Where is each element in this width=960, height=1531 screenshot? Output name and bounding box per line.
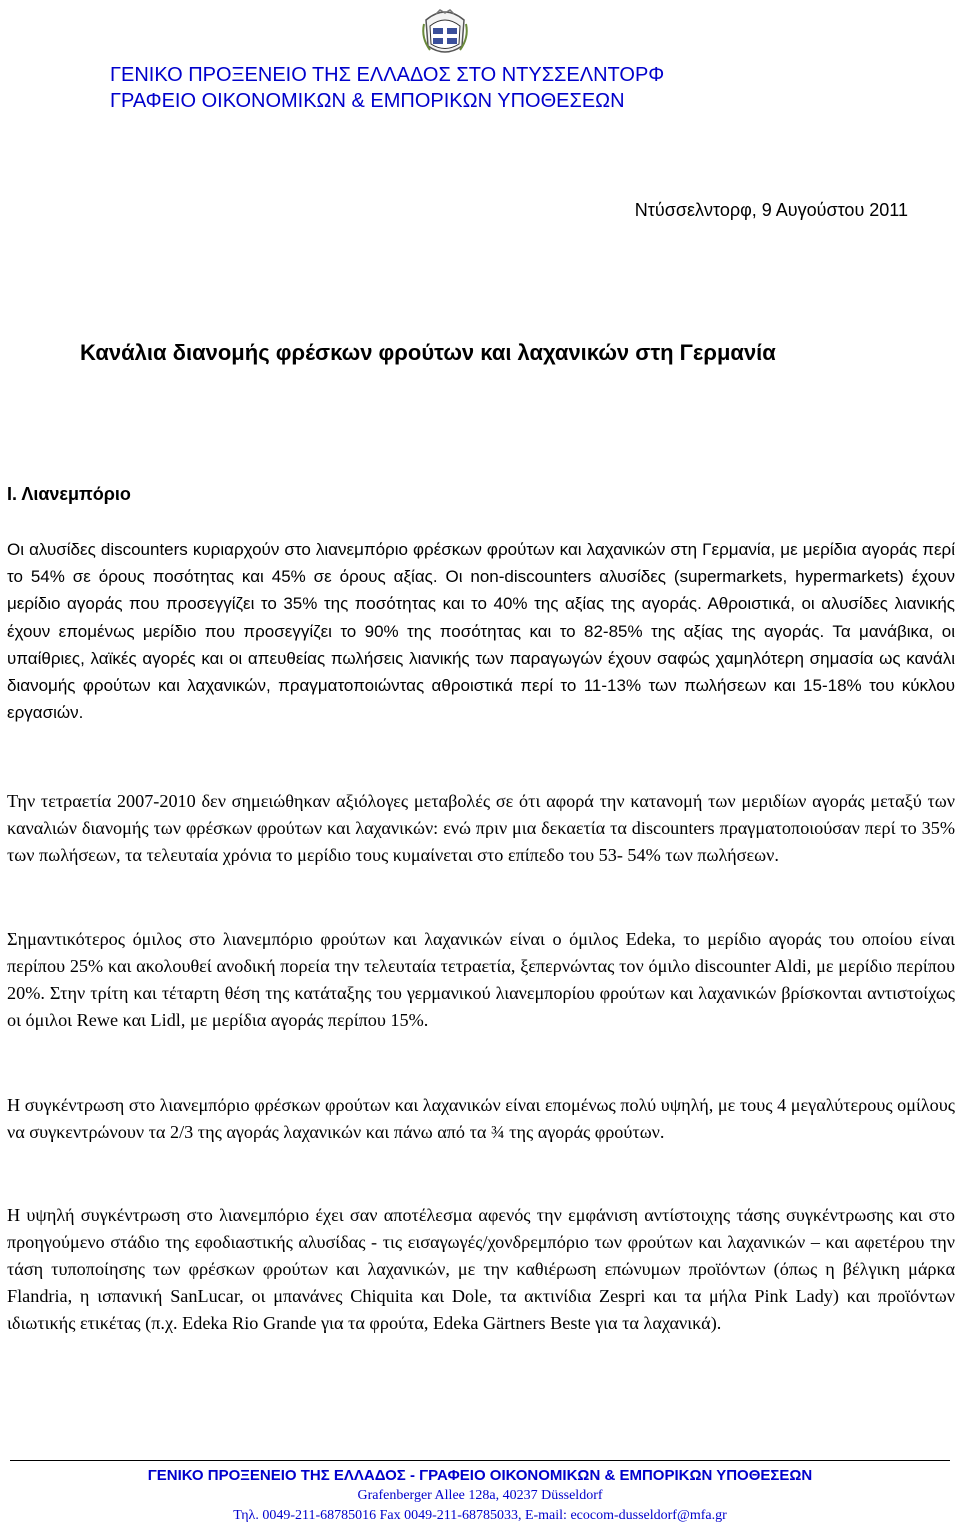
letterhead	[110, 62, 870, 114]
letterhead-office: ΓΡΑΦΕΙΟ ΟΙΚΟΝΟΜΙΚΩΝ & ΕΜΠΟΡΙΚΩΝ ΥΠΟΘΕΣΕΩΝ	[110, 90, 625, 112]
document-title: Κανάλια διανομής φρέσκων φρούτων και λαχανικών στη Γερμανία	[80, 340, 776, 365]
section-heading: Ι. Λιανεμπόριο	[7, 484, 131, 504]
letterhead-consulate: ΓΕΝΙΚΟ ΠΡΟΞΕΝΕΙΟ ΤΗΣ ΕΛΛΑΔΟΣ ΣΤΟ ΝΤΥΣΣΕΛΝΤΟΡΦ	[110, 64, 665, 86]
footer	[0, 1466, 960, 1526]
paragraph: Η υψηλή συγκέντρωση στο λιανεμπόριο έχει σαν αποτέλεσμα αφενός την εμφάνιση αντίστοιχης τάσης συγκέντρωσης και στο προηγούμενο στάδιο της εφοδιαστικής αλυσίδας - τις εισαγωγές/χονδρεμπόριο των φρούτων και λαχανικών – και αφετέρου την τάση τυποποίησης των φρέσκων φρούτων και λαχανικών, με την καθιέρωση επώνυμων προϊόντων (όπως η βέλγικη μάρκα Flandria, η ισπανική SanLucar, οι μπανάνες Chiquita και Dole, τα ακτινίδια Zespri και τα μήλα Pink Lady) και προϊόντων ιδιωτικής ετικέτας (π.χ. Edeka Rio Grande για τα φρούτα, Edeka Gärtners Beste για τα λαχανικά).	[7, 1205, 955, 1333]
footer-divider	[10, 1460, 950, 1461]
footer-office: ΓΕΝΙΚΟ ΠΡΟΞΕΝΕΙΟ ΤΗΣ ΕΛΛΑΔΟΣ - ΓΡΑΦΕΙΟ ΟΙΚΟΝΟΜΙΚΩΝ & ΕΜΠΟΡΙΚΩΝ ΥΠΟΘΕΣΕΩΝ	[147, 1467, 813, 1484]
footer-address: Grafenberger Allee 128a, 40237 Düsseldorf	[357, 1488, 603, 1503]
greek-coat-of-arms-icon	[418, 6, 472, 60]
paragraph: Την τετραετία 2007-2010 δεν σημειώθηκαν αξιόλογες μεταβολές σε ότι αφορά την κατανομή των μεριδίων αγοράς μεταξύ των καναλιών διανομής των φρέσκων φρούτων και λαχανικών: ενώ πριν μια δεκαετία τα discounters πραγματοποιούσαν περί το 35% των πωλήσεων, τα τελευταία χρόνια το μερίδιο τους κυμαίνεται στο επίπεδο του 53- 54% των πωλήσεων.	[7, 791, 955, 865]
paragraph: Οι αλυσίδες discounters κυριαρχούν στο λιανεμπόριο φρέσκων φρούτων και λαχανικών στη Γερμανία, με μερίδια αγοράς περί το 54% σε όρους ποσότητας και 45% σε όρους αξίας. Οι non-discounters αλυσίδες (supermarkets, hypermarkets) έχουν μερίδιο αγοράς που προσεγγίζει το 35% της ποσότητας και το 40% της αξίας της αγοράς. Αθροιστικά, οι αλυσίδες λιανικής έχουν επομένως μερίδιο που προσεγγίζει το 90% της ποσότητας και το 82-85% της αξίας της αγοράς. Τα μανάβικα, οι υπαίθριες, λαϊκές αγορές και οι απευθείας πωλήσεις λιανικής των παραγωγών έχουν σαφώς χαμηλότερη σημασία ως κανάλι διανομής φρούτων και λαχανικών, πραγματοποιώντας αθροιστικά περί το 11-13% των πωλήσεων και 15-18% του κύκλου εργασιών.	[7, 540, 955, 723]
document-date: Ντύσσελντορφ, 9 Αυγούστου 2011	[634, 200, 908, 220]
footer-contact: Τηλ. 0049-211-68785016 Fax 0049-211-68785033, E-mail: ecocom-dusseldorf@mfa.gr	[233, 1508, 727, 1523]
paragraph: Σημαντικότερος όμιλος στο λιανεμπόριο φρούτων και λαχανικών είναι ο όμιλος Edeka, το μερίδιο αγοράς του οποίου είναι περίπου 25% και ακολουθεί ανοδική πορεία την τελευταία τετραετία, ξεπερνώντας τον όμιλο discounter Aldi, με μερίδιο περίπου 20%. Στην τρίτη και τέταρτη θέση της κατάταξης του γερμανικού λιανεμπορίου φρούτων και λαχανικών βρίσκονται αντιστοίχως οι όμιλοι Rewe και Lidl, με μερίδια αγοράς περίπου 15%.	[7, 929, 955, 1030]
paragraph: Η συγκέντρωση στο λιανεμπόριο φρέσκων φρούτων και λαχανικών είναι επομένως πολύ υψηλή, με τους 4 μεγαλύτερους ομίλους να συγκεντρώνουν τα 2/3 της αγοράς λαχανικών και πάνω από τα ¾ της αγοράς φρούτων.	[7, 1095, 955, 1142]
